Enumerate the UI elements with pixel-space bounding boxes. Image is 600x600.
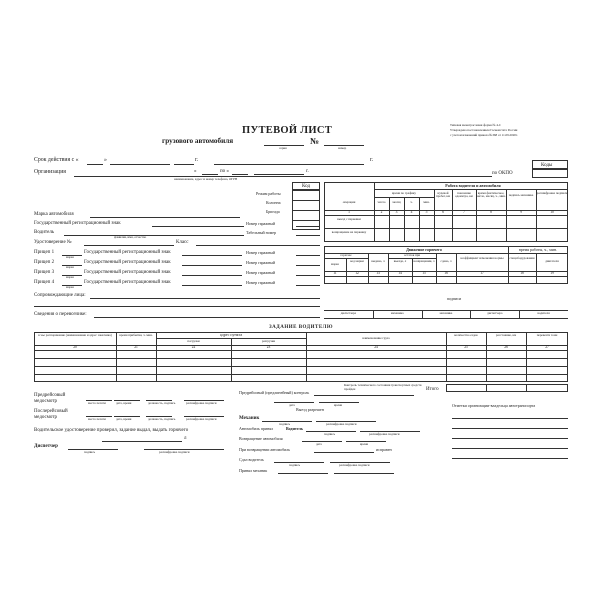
car-brand-label: Марка автомобиля (34, 212, 74, 217)
org-field[interactable] (74, 176, 492, 177)
engine: двигателя (545, 259, 559, 263)
trailer-garage-label: Номер гаражный (246, 280, 276, 285)
class-field[interactable] (196, 245, 320, 246)
org-caption: наименование, адрес и номер телефона, ОГРН (174, 177, 238, 181)
resp-line-2[interactable] (452, 428, 568, 429)
tech-control: Предрейсовый (предлинейный) контроль (239, 390, 310, 395)
task-trips: количество ездок (454, 333, 478, 337)
page-subtitle: грузового автомобиля (162, 137, 234, 145)
license-check: Водительское удостоверение проверил, задание выдал, выдать горючего (34, 428, 189, 433)
liters-label: л (184, 436, 187, 441)
dispatcher-label: Диспетчер (34, 444, 58, 449)
resp-line-4[interactable] (452, 448, 568, 449)
resp-line-3[interactable] (452, 438, 568, 439)
column-number: 20 (73, 345, 77, 349)
task-col2: время прибытия, ч. мин. (119, 333, 153, 337)
sep (519, 310, 520, 318)
schedule-col: число (377, 200, 386, 204)
date-from-year[interactable] (174, 164, 194, 165)
handed-decode-caption: расшифровка подписи (339, 463, 370, 467)
dispatcher-sig-caption: подпись (84, 450, 96, 454)
special-title: время работы, ч., мин. (518, 247, 558, 252)
return-date[interactable] (302, 441, 342, 442)
on-return: При возвращении автомобиль (239, 447, 291, 452)
reg-plate-label: Государственный регистрационный знак (34, 221, 121, 226)
column-number: 8 (490, 210, 492, 214)
column-number: 15 (422, 271, 426, 275)
sep (292, 220, 320, 221)
codes-header (532, 160, 568, 169)
trailer-caption: марка (66, 275, 74, 279)
column-number: 22 (191, 345, 196, 349)
trailer-garage-field[interactable] (296, 265, 320, 266)
column-number: 27 (545, 345, 549, 349)
column-number: 14 (398, 271, 402, 275)
row-exit: выезд с парковки (337, 217, 361, 221)
med-caption: расшифровка подписи (186, 401, 217, 405)
signature-col: механика (439, 311, 453, 315)
sep (419, 197, 420, 242)
column-number: 2 (380, 210, 383, 214)
column-number: 5 (425, 210, 428, 214)
task-col1: в чье распоряжение (наименование и адрес заказчика) (38, 333, 112, 337)
decode-header: расшифровка подписи (536, 191, 568, 195)
column-number: 6 (442, 210, 444, 214)
tab-no-field[interactable] (296, 235, 320, 236)
escort-label: Сопровождающие лица: (34, 293, 86, 298)
sep (404, 197, 405, 242)
special-eq: спецоборудования (509, 256, 535, 260)
mechanic-label: Механик (239, 416, 260, 421)
escort-field-2[interactable] (34, 306, 320, 307)
fuel-remain: остаток при (403, 253, 421, 257)
escort-field[interactable] (90, 298, 320, 299)
column-number: 19 (550, 271, 554, 275)
post-med-label: Послерейсовый медосмотр (34, 409, 68, 420)
form-info-1: Типовая межотраслевая форма № 4-С (450, 123, 502, 127)
tech-note: Контроль технического состояния транспортных средств пройден (344, 383, 422, 391)
total-row[interactable] (446, 384, 568, 392)
sep (486, 384, 487, 392)
accepted-mech: Принял механик (239, 468, 268, 473)
column-number: 21 (134, 345, 138, 349)
driver-caption: фамилия, имя, отчество (114, 235, 147, 239)
date-from-extra[interactable] (214, 164, 364, 165)
column-number: 23 (266, 345, 271, 349)
task-cargo: наименование груза (362, 336, 390, 340)
sep (324, 215, 568, 216)
column-number: 10 (550, 210, 554, 214)
sep (536, 253, 537, 284)
driver-w: Водитель (286, 426, 303, 431)
page-title: ПУТЕВОЙ ЛИСТ (242, 125, 333, 136)
schedule-col: ч. (410, 200, 413, 204)
okud-box[interactable] (532, 169, 568, 178)
date-caption: дата (289, 403, 295, 407)
signature-col: диспетчера (340, 311, 357, 315)
form-info-2: Утверждена постановлением Госкомстата России (450, 128, 518, 132)
date-to-day[interactable] (202, 174, 218, 175)
fuel-title: Движение горючего (406, 247, 442, 252)
codes-label: Коды (541, 163, 553, 168)
carrier-field[interactable] (94, 317, 320, 318)
tech-control-field[interactable] (314, 395, 414, 396)
column-number: 12 (355, 271, 359, 275)
column-number: 18 (520, 271, 524, 275)
fuel-brand: марка (331, 262, 339, 266)
handed-sig-caption: подпись (289, 463, 301, 467)
trailer-reg-field[interactable] (182, 265, 242, 266)
mech-sig-caption: подпись (279, 422, 291, 426)
med-caption: должность, подпись (148, 417, 176, 421)
sep (292, 200, 320, 201)
exit-allowed: Выезд разрешен (296, 407, 324, 412)
column-number: 11 (333, 271, 337, 275)
year-suffix-2: г. (370, 157, 374, 163)
schedule-col: мин. (423, 200, 430, 204)
fuel-issued: выдано, л (371, 259, 385, 263)
trailer-label: Прицеп 3 (34, 270, 55, 275)
column-number: 25 (464, 345, 468, 349)
car-accepted: Автомобиль принял (239, 426, 274, 431)
fuel-coef: коэффициент изменения нормы (460, 256, 504, 260)
date-to-label: по « (220, 169, 229, 174)
garage-label: Номер гаражный (246, 221, 276, 226)
responsible-label: Отметки организации-владельца автотранспорта (452, 403, 536, 408)
fuel-ret: возвращении, л (413, 259, 435, 263)
trailer-garage-label: Номер гаражный (246, 250, 276, 255)
signature-col: механика (390, 311, 404, 315)
license-label: Удостоверение № (34, 240, 72, 245)
med-caption: место печати (88, 417, 106, 421)
class-label: Класс (176, 240, 189, 245)
date-from-month[interactable] (110, 164, 170, 165)
sep (34, 358, 568, 359)
sep (422, 310, 423, 318)
reg-plate-field[interactable] (152, 226, 244, 227)
sep (470, 310, 471, 318)
fuel-issue-field[interactable] (102, 441, 182, 442)
form-info-3: с учетом изменений приказа №368 от 11.09.2020г. (450, 133, 518, 137)
column-number: 24 (374, 345, 378, 349)
med-caption: должность, подпись (148, 401, 176, 405)
waybill-form (34, 118, 568, 478)
column-number: 9 (520, 210, 522, 214)
car-return: Возвращение автомобиля (239, 436, 283, 441)
okpo-label: по ОКПО (492, 171, 513, 176)
date-to-extra[interactable] (254, 174, 304, 175)
column-number: 4 (410, 210, 413, 214)
sep (324, 228, 568, 229)
car-brand-field[interactable] (90, 217, 240, 218)
column-number: 3 (395, 210, 398, 214)
on-return-field[interactable] (314, 452, 374, 453)
date-to-month[interactable] (232, 174, 248, 175)
accepted-sig[interactable] (278, 473, 328, 474)
sep (436, 253, 437, 284)
fuel-code: код марки (350, 259, 364, 263)
trailer-reg-field[interactable] (182, 255, 242, 256)
work-mode-label: Режим работы (256, 191, 281, 196)
org-label: Организация (34, 169, 66, 175)
column-number: 26 (504, 345, 508, 349)
schedule-col: месяц (392, 200, 401, 204)
sep (368, 253, 369, 284)
trailer-reg-label: Государственный регистрационный знак (84, 250, 171, 255)
trailer-caption: марка (66, 255, 74, 259)
trailer-garage-field[interactable] (296, 255, 320, 256)
sep (389, 197, 390, 242)
tab-no-label: Табельный номер (246, 230, 277, 235)
trailer-reg-field[interactable] (182, 275, 242, 276)
column-number: 16 (444, 271, 448, 275)
trailer-label: Прицеп 2 (34, 260, 55, 265)
trailer-garage-field[interactable] (296, 285, 320, 286)
return-time-caption: время (360, 442, 368, 446)
accept-sig-caption: подпись (324, 432, 336, 436)
trailer-reg-field[interactable] (182, 285, 242, 286)
total-label: Итого (426, 387, 439, 392)
sep (292, 210, 320, 211)
sep (373, 310, 374, 318)
signature-header: подпись механика (508, 193, 534, 197)
trailer-garage-field[interactable] (296, 275, 320, 276)
column-number: 1 (348, 210, 350, 214)
validity-label: Срок действия с « (34, 157, 79, 163)
code-label: Код (302, 184, 310, 189)
fuel-out: выезде, л (393, 259, 407, 263)
med-caption: дата, время (116, 401, 132, 405)
trailer-reg-label: Государственный регистрационный знак (84, 280, 171, 285)
sep (324, 276, 568, 277)
row-return: возвращение на парковку (331, 230, 367, 234)
garage-field[interactable] (296, 226, 320, 227)
number-caption: номер (338, 146, 347, 150)
med-caption: расшифровка подписи (186, 417, 217, 421)
task-address: адрес пункта (219, 332, 243, 337)
trailer-caption: марка (66, 285, 74, 289)
med-caption: дата, время (116, 417, 132, 421)
date-to-quote: « (194, 169, 197, 174)
resp-line-5[interactable] (452, 458, 568, 459)
trailer-garage-label: Номер гаражный (246, 260, 276, 265)
task-title: ЗАДАНИЕ ВОДИТЕЛЮ (269, 325, 333, 330)
driver-field[interactable] (64, 235, 244, 236)
odometer-header: показание одометра, км (455, 191, 473, 199)
on-return-tail: исправен (376, 447, 392, 452)
trailer-reg-label: Государственный регистрационный знак (84, 260, 171, 265)
task-tons: перевезти тонн (536, 333, 558, 337)
resp-line-1[interactable] (452, 418, 568, 419)
sep (34, 366, 568, 367)
return-date-caption: дата (316, 442, 322, 446)
actual-header: время фактическое, число, месяц, ч., мин. (476, 191, 506, 199)
column-number: 13 (376, 271, 380, 275)
series-caption: серия (279, 146, 287, 150)
column-number: 17 (480, 271, 484, 275)
trailer-garage-label: Номер гаражный (246, 270, 276, 275)
zero-run-header: нулевой пробег, км (436, 191, 450, 199)
operation-header: операция (342, 200, 356, 204)
sep (526, 384, 527, 392)
dispatcher-decode-caption: расшифровка подписи (159, 450, 190, 454)
sep (508, 246, 509, 284)
sep (374, 189, 568, 190)
trailer-caption: марка (66, 265, 74, 269)
date-from-day[interactable] (87, 164, 103, 165)
sep (34, 374, 568, 375)
license-field[interactable] (84, 245, 174, 246)
brigade-label: Бригада (266, 209, 280, 214)
task-distance: расстояние, км (495, 333, 517, 337)
year-suffix-1: г. (195, 157, 199, 163)
time-caption: время (334, 403, 342, 407)
mech-decode-caption: расшифровка подписи (326, 422, 357, 426)
pre-med-label: Предрейсовый медосмотр (34, 393, 66, 404)
signature-col: диспетчера (487, 311, 503, 315)
sep (324, 318, 568, 319)
accepted-name[interactable] (334, 473, 394, 474)
fuel-label: горючее (340, 253, 352, 257)
sep (34, 350, 568, 351)
column-number: 7 (463, 210, 465, 214)
carrier-label: Сведения о перевозчике: (34, 312, 87, 317)
quote-close: » (104, 157, 107, 163)
signature-col: водителя (537, 311, 550, 315)
trailer-label: Прицеп 1 (34, 250, 55, 255)
trailer-label: Прицеп 4 (34, 280, 55, 285)
fuel-handed: сдано, л (440, 259, 452, 263)
number-sign: № (310, 136, 320, 146)
signatures-title: подписи (446, 296, 462, 301)
trailer-reg-label: Государственный регистрационный знак (84, 270, 171, 275)
accept-decode-caption: расшифровка подписи (369, 432, 400, 436)
driver-work-title: Работа водителя и автомобиля (445, 183, 501, 188)
code-box (292, 182, 320, 190)
task-loading: погрузки (187, 339, 200, 343)
year-suffix-3: г. (306, 169, 309, 174)
column-label: Колонна (266, 200, 281, 205)
task-unloading: разгрузки (261, 339, 276, 343)
schedule-header: время по графику (391, 191, 417, 195)
driver-label: Водитель (34, 230, 55, 235)
handed-driver: Сдал водитель (239, 457, 264, 462)
med-caption: место печати (88, 401, 106, 405)
